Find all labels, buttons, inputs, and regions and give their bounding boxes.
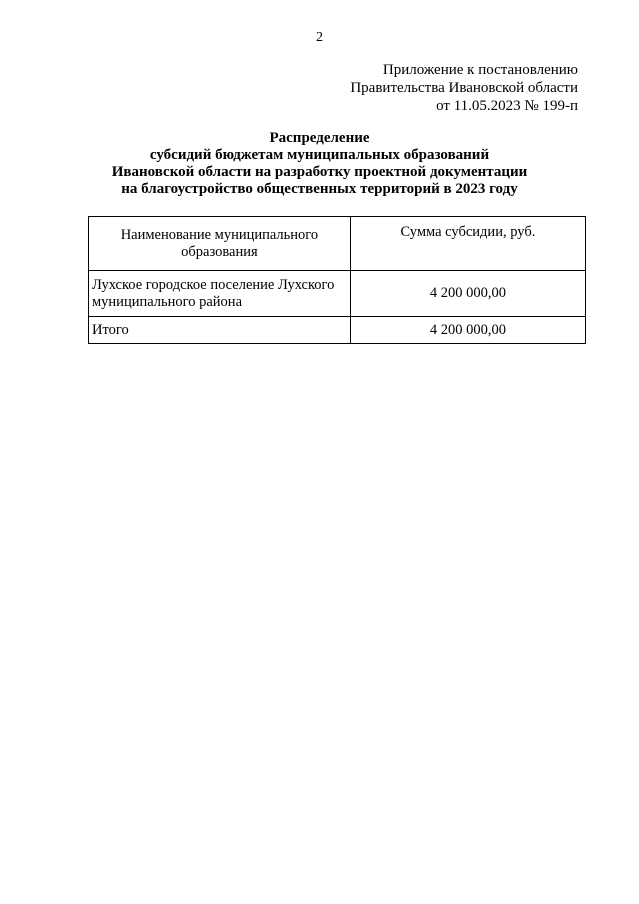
- subsidy-table: [88, 216, 586, 344]
- document-title: [0, 130, 639, 198]
- appendix-line-1: Приложение к постановлению: [382, 62, 578, 78]
- title-line-1: Распределение: [269, 130, 370, 146]
- cell-municipality-name: Лухское городское поселение Лухского муниципального района: [89, 271, 351, 317]
- table-total-row: [89, 317, 586, 344]
- table-header-row: [89, 217, 586, 271]
- title-line-4: на благоустройство общественных территорий в 2023 году: [121, 181, 518, 197]
- cell-subsidy-amount: 4 200 000,00: [350, 271, 585, 317]
- appendix-line-2: Правительства Ивановской области: [350, 80, 578, 96]
- appendix-note: [278, 61, 578, 115]
- title-line-3: Ивановской области на разработку проектной документации: [111, 164, 528, 180]
- appendix-line-3: от 11.05.2023 № 199-п: [436, 98, 578, 114]
- header-municipality: Наименование муниципального образования: [89, 217, 351, 271]
- cell-total-label: Итого: [89, 317, 351, 344]
- cell-total-amount: 4 200 000,00: [350, 317, 585, 344]
- table-row: [89, 271, 586, 317]
- page-number: 2: [316, 30, 323, 45]
- title-line-2: субсидий бюджетам муниципальных образований: [149, 147, 490, 163]
- header-subsidy-sum: Сумма субсидии, руб.: [350, 217, 585, 271]
